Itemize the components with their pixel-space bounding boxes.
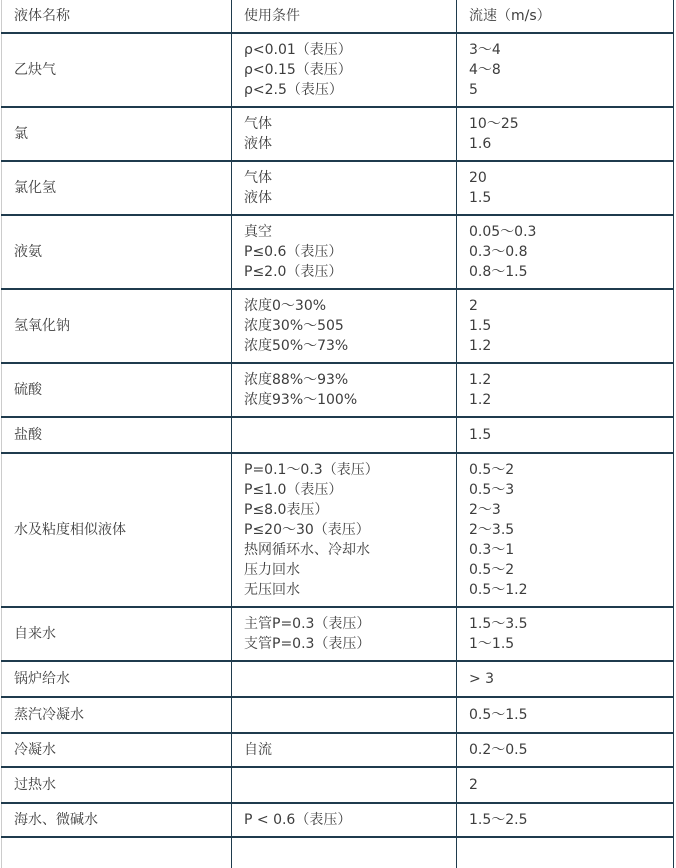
condition-cell bbox=[232, 161, 457, 215]
speed-line: 5 bbox=[469, 82, 478, 98]
condition-line: 压力回水 bbox=[244, 562, 300, 578]
liquid-name-cell: 盐酸 bbox=[2, 417, 232, 453]
liquid-name-cell: 自来水 bbox=[2, 607, 232, 661]
speed-line: > 3 bbox=[469, 671, 495, 687]
liquid-name-cell: 氯化氢 bbox=[2, 161, 232, 215]
speed-line: 1.5 bbox=[469, 427, 492, 443]
table-row bbox=[2, 697, 674, 733]
condition-line: 气体 bbox=[244, 170, 272, 186]
liquid-name-cell: 锅炉给水 bbox=[2, 661, 232, 697]
condition-line: 热网循环水、冷却水 bbox=[244, 542, 370, 558]
condition-cell bbox=[232, 289, 457, 363]
table-row bbox=[2, 733, 674, 767]
condition-line: P=0.1～0.3（表压） bbox=[244, 462, 379, 478]
speed-line: 1.2 bbox=[469, 372, 492, 388]
table-row bbox=[2, 161, 674, 215]
speed-cell bbox=[457, 837, 674, 868]
speed-cell bbox=[457, 803, 674, 837]
condition-line: P < 0.6（表压） bbox=[244, 812, 352, 828]
header-usage-condition: 使用条件 bbox=[232, 0, 457, 33]
speed-line: 1.5 bbox=[469, 190, 492, 206]
speed-line: 3～4 bbox=[469, 42, 501, 58]
condition-cell bbox=[232, 767, 457, 803]
speed-line: 2 bbox=[469, 298, 478, 314]
liquid-name-cell: 过热水 bbox=[2, 767, 232, 803]
speed-cell bbox=[457, 363, 674, 417]
liquid-name-cell: 乙炔气 bbox=[2, 33, 232, 107]
speed-line: 1～1.5 bbox=[469, 636, 515, 652]
speed-line: 10～25 bbox=[469, 116, 519, 132]
speed-line: 2～3.5 bbox=[469, 522, 515, 538]
condition-cell bbox=[232, 33, 457, 107]
speed-line: 0.5～1.5 bbox=[469, 707, 528, 723]
condition-line: P≤20～30（表压） bbox=[244, 522, 370, 538]
condition-line: 液体 bbox=[244, 136, 272, 152]
table-row bbox=[2, 803, 674, 837]
liquid-name-cell: 氯 bbox=[2, 107, 232, 161]
table-row bbox=[2, 289, 674, 363]
speed-line: 0.3～1 bbox=[469, 542, 515, 558]
condition-line: P≤8.0表压） bbox=[244, 502, 329, 518]
condition-line: ρ<2.5（表压） bbox=[244, 82, 343, 98]
condition-line: ρ<0.01（表压） bbox=[244, 42, 352, 58]
condition-cell bbox=[232, 417, 457, 453]
condition-cell bbox=[232, 607, 457, 661]
table-row bbox=[2, 837, 674, 868]
table-row bbox=[2, 661, 674, 697]
table-row bbox=[2, 607, 674, 661]
condition-line: P≤1.0（表压） bbox=[244, 482, 343, 498]
table-row bbox=[2, 107, 674, 161]
speed-line: 0.5～1.2 bbox=[469, 582, 528, 598]
fluid-velocity-table bbox=[1, 0, 674, 868]
liquid-name-cell: 水及粘度相似液体 bbox=[2, 453, 232, 607]
speed-cell bbox=[457, 733, 674, 767]
speed-line: 0.8～1.5 bbox=[469, 264, 528, 280]
condition-line: 主管P=0.3（表压） bbox=[244, 616, 371, 632]
condition-line: 浓度50%～73% bbox=[244, 338, 349, 354]
condition-line: ρ<0.15（表压） bbox=[244, 62, 352, 78]
table-body bbox=[2, 33, 674, 868]
table-row bbox=[2, 453, 674, 607]
speed-line: 0.5～2 bbox=[469, 562, 515, 578]
condition-line: P≤2.0（表压） bbox=[244, 264, 343, 280]
speed-cell bbox=[457, 767, 674, 803]
condition-cell bbox=[232, 697, 457, 733]
condition-line: P≤0.6（表压） bbox=[244, 244, 343, 260]
table-row bbox=[2, 33, 674, 107]
speed-cell bbox=[457, 161, 674, 215]
speed-line: 1.2 bbox=[469, 338, 492, 354]
speed-cell bbox=[457, 289, 674, 363]
speed-line: 1.5 bbox=[469, 318, 492, 334]
condition-cell bbox=[232, 837, 457, 868]
table-row bbox=[2, 417, 674, 453]
speed-cell bbox=[457, 607, 674, 661]
speed-cell bbox=[457, 417, 674, 453]
condition-cell bbox=[232, 803, 457, 837]
condition-line: 真空 bbox=[244, 224, 272, 240]
liquid-name-cell: 硫酸 bbox=[2, 363, 232, 417]
condition-line: 自流 bbox=[244, 742, 272, 758]
condition-line: 浓度30%～505 bbox=[244, 318, 344, 334]
speed-cell bbox=[457, 215, 674, 289]
condition-cell bbox=[232, 107, 457, 161]
liquid-name-cell: 液氨 bbox=[2, 215, 232, 289]
speed-line: 1.2 bbox=[469, 392, 492, 408]
speed-cell bbox=[457, 33, 674, 107]
condition-cell bbox=[232, 363, 457, 417]
speed-cell bbox=[457, 453, 674, 607]
liquid-name-cell bbox=[2, 837, 232, 868]
speed-line: 2～3 bbox=[469, 502, 501, 518]
condition-line: 浓度88%～93% bbox=[244, 372, 349, 388]
speed-line: 1.6 bbox=[469, 136, 492, 152]
condition-line: 液体 bbox=[244, 190, 272, 206]
speed-line: 20 bbox=[469, 170, 487, 186]
header-row bbox=[2, 0, 674, 33]
condition-line: 浓度93%～100% bbox=[244, 392, 358, 408]
table-row bbox=[2, 363, 674, 417]
condition-line: 无压回水 bbox=[244, 582, 300, 598]
speed-line: 0.5～2 bbox=[469, 462, 515, 478]
speed-cell bbox=[457, 107, 674, 161]
speed-cell bbox=[457, 661, 674, 697]
condition-cell bbox=[232, 661, 457, 697]
condition-cell bbox=[232, 733, 457, 767]
liquid-name-cell: 冷凝水 bbox=[2, 733, 232, 767]
condition-line: 浓度0～30% bbox=[244, 298, 327, 314]
speed-line: 4～8 bbox=[469, 62, 501, 78]
speed-line: 1.5～2.5 bbox=[469, 812, 528, 828]
speed-line: 0.5～3 bbox=[469, 482, 515, 498]
liquid-name-cell: 蒸汽冷凝水 bbox=[2, 697, 232, 733]
liquid-name-cell: 海水、微碱水 bbox=[2, 803, 232, 837]
condition-line: 气体 bbox=[244, 116, 272, 132]
header-flow-speed: 流速（m/s） bbox=[457, 0, 674, 33]
table-row bbox=[2, 215, 674, 289]
table-row bbox=[2, 767, 674, 803]
speed-line: 1.5～3.5 bbox=[469, 616, 528, 632]
speed-line: 2 bbox=[469, 777, 478, 793]
condition-cell bbox=[232, 215, 457, 289]
speed-line: 0.3～0.8 bbox=[469, 244, 528, 260]
speed-line: 0.05～0.3 bbox=[469, 224, 537, 240]
liquid-name-cell: 氢氧化钠 bbox=[2, 289, 232, 363]
speed-cell bbox=[457, 697, 674, 733]
condition-cell bbox=[232, 453, 457, 607]
header-liquid-name: 液体名称 bbox=[2, 0, 232, 33]
speed-line: 0.2～0.5 bbox=[469, 742, 528, 758]
condition-line: 支管P=0.3（表压） bbox=[244, 636, 371, 652]
